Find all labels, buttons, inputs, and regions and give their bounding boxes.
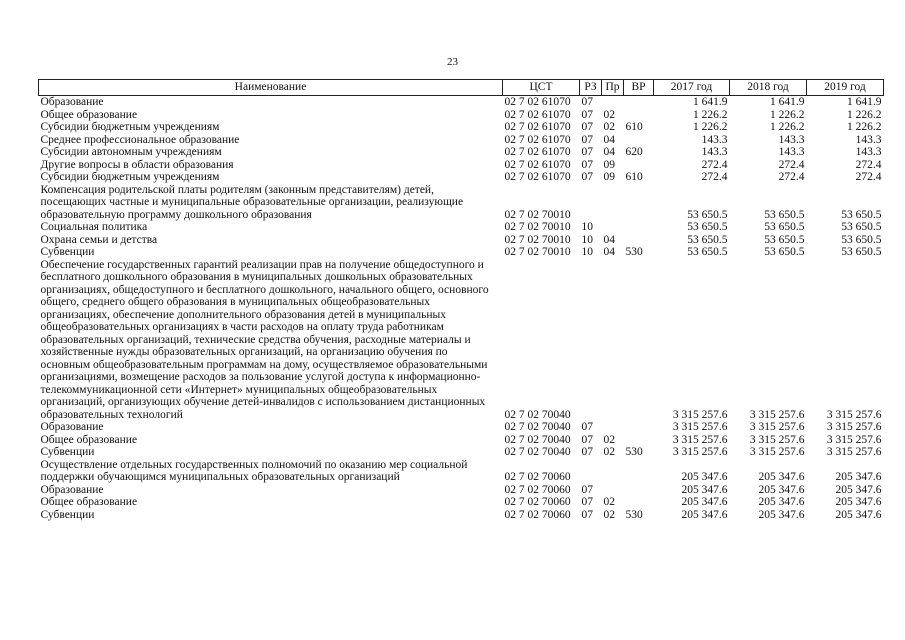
cell-vr [624, 259, 654, 422]
header-2017: 2017 год [654, 80, 730, 96]
cell-y2019: 143.3 [855, 133, 882, 146]
header-pr: Пр [602, 80, 624, 96]
cell-rz [580, 184, 602, 222]
cell-vr [624, 134, 654, 147]
table-row [39, 496, 884, 509]
cell-name: Другие вопросы в области образования [40, 158, 234, 171]
cell-cst: 02 7 02 61070 [504, 133, 571, 146]
cell-y2019: 205 347.6 [835, 508, 882, 521]
cell-rz: 07 [581, 146, 593, 158]
cell-y2018: 3 315 257.6 [749, 408, 805, 421]
cell-vr: 610 [625, 121, 643, 133]
table-row [39, 434, 884, 447]
cell-name: Образование [40, 483, 104, 496]
cell-name: Общее образование [40, 108, 138, 121]
cell-y2017: 3 315 257.6 [672, 433, 728, 446]
cell-y2018: 205 347.6 [758, 496, 805, 508]
header-name: Наименование [39, 80, 503, 96]
table-row [39, 171, 884, 184]
cell-name: Субсидии автономным учреждениям [40, 146, 222, 158]
cell-name: Субвенции [40, 446, 95, 458]
cell-vr: 620 [625, 146, 643, 158]
cell-y2018: 53 650.5 [764, 233, 805, 246]
cell-rz: 07 [581, 133, 593, 146]
cell-y2017: 3 315 257.6 [672, 446, 728, 458]
table-body [39, 96, 884, 522]
cell-name: Осуществление отдельных государственных полномочий по оказанию мер социальной поддержки обучающимся муниципальных образовательных организаций [40, 458, 468, 483]
cell-y2017: 53 650.5 [687, 233, 728, 246]
table-row [39, 109, 884, 122]
cell-pr: 02 [603, 496, 615, 508]
cell-pr: 04 [603, 233, 615, 246]
cell-name: Общее образование [40, 496, 138, 508]
cell-y2019: 3 315 257.6 [826, 446, 882, 458]
cell-cst: 02 7 02 70040 [504, 433, 571, 446]
cell-y2018: 53 650.5 [764, 246, 805, 258]
cell-y2019: 1 226.2 [847, 121, 882, 133]
cell-cst: 02 7 02 61070 [504, 171, 571, 183]
cell-pr: 04 [603, 146, 615, 158]
cell-vr [624, 184, 654, 222]
cell-rz: 10 [581, 246, 593, 258]
cell-vr: 530 [625, 446, 643, 458]
cell-cst: 02 7 02 61070 [504, 96, 571, 108]
cell-rz: 07 [581, 108, 593, 121]
cell-y2017: 143.3 [701, 133, 728, 146]
table-row [39, 509, 884, 522]
cell-cst: 02 7 02 70010 [504, 221, 571, 233]
cell-pr: 04 [603, 246, 615, 258]
cell-rz: 07 [581, 508, 593, 521]
cell-name: Субсидии бюджетным учреждениям [40, 121, 220, 133]
cell-name: Охрана семьи и детства [40, 233, 158, 246]
cell-y2017: 205 347.6 [681, 483, 728, 496]
cell-y2018: 53 650.5 [764, 221, 805, 233]
cell-cst: 02 7 02 70060 [504, 471, 571, 483]
cell-cst: 02 7 02 70060 [504, 496, 571, 508]
cell-vr [624, 234, 654, 247]
table-row [39, 221, 884, 234]
cell-rz: 10 [581, 221, 593, 233]
header-rz: РЗ [580, 80, 602, 96]
table-row [39, 184, 884, 222]
cell-y2019: 272.4 [855, 171, 882, 183]
cell-y2018: 1 641.9 [770, 96, 805, 108]
cell-y2019: 272.4 [855, 158, 882, 171]
cell-y2018: 1 226.2 [770, 108, 805, 121]
cell-y2018: 143.3 [778, 133, 805, 146]
header-2019: 2019 год [807, 80, 884, 96]
cell-pr: 02 [603, 121, 615, 133]
cell-cst: 02 7 02 61070 [504, 158, 571, 171]
cell-y2018: 53 650.5 [764, 208, 805, 221]
cell-y2018: 143.3 [778, 146, 805, 158]
cell-vr [624, 484, 654, 497]
table-row [39, 484, 884, 497]
cell-y2017: 3 315 257.6 [672, 421, 728, 433]
header-vr: ВР [624, 80, 654, 96]
cell-pr: 09 [603, 158, 615, 171]
cell-y2017: 205 347.6 [681, 496, 728, 508]
cell-pr [602, 421, 624, 434]
cell-rz: 07 [581, 158, 593, 171]
header-row [39, 80, 884, 96]
cell-y2017: 1 226.2 [693, 121, 728, 133]
cell-name: Субсидии бюджетным учреждениям [40, 171, 220, 183]
cell-cst: 02 7 02 70040 [504, 446, 571, 458]
cell-vr [624, 159, 654, 172]
cell-cst: 02 7 02 61070 [504, 121, 571, 133]
cell-vr: 530 [625, 246, 643, 258]
cell-y2017: 1 641.9 [693, 96, 728, 108]
cell-rz: 07 [581, 171, 593, 183]
cell-y2017: 3 315 257.6 [672, 408, 728, 421]
cell-name: Среднее профессиональное образование [40, 133, 240, 146]
cell-vr: 610 [625, 171, 643, 183]
cell-y2019: 3 315 257.6 [826, 433, 882, 446]
table-row [39, 459, 884, 484]
cell-rz: 07 [581, 446, 593, 458]
table-row [39, 159, 884, 172]
cell-name: Субвенции [40, 508, 95, 521]
cell-y2019: 3 315 257.6 [826, 408, 882, 421]
cell-name: Образование [40, 96, 104, 108]
cell-vr [624, 96, 654, 109]
table-row [39, 446, 884, 459]
table-row [39, 234, 884, 247]
cell-pr [602, 459, 624, 484]
table-row [39, 146, 884, 159]
table-row [39, 96, 884, 109]
cell-y2019: 53 650.5 [841, 246, 882, 258]
cell-y2018: 3 315 257.6 [749, 433, 805, 446]
cell-pr [602, 221, 624, 234]
cell-pr: 02 [603, 108, 615, 121]
cell-cst: 02 7 02 70010 [504, 246, 571, 258]
table-row [39, 259, 884, 422]
cell-y2019: 3 315 257.6 [826, 421, 882, 433]
cell-name: Общее образование [40, 433, 138, 446]
cell-name: Обеспечение государственных гарантий реализации прав на получение общедоступного и бесплатного дошкольного образования в муниципальных дошкольных образовательных организациях, общедоступного и бесплатного дошкольного, начального общего, основного общего, среднего общего образования в муниципальных общеобразовательных организациях, обеспечение дополнительного образования детей в муниципальных общеобразовательных организациях в части расходов на оплату труда работникам образовательных организаций, технические средства обучения, расходные материалы и хозяйственные нужды образовательных организаций, на организацию обучения по основным общеобразовательным программам на дому, осуществляемое образовательными организациями, возмещение расходов за пользование услугой доступа к информационно-телекоммуникационной сети «Интернет» муниципальных общеобразовательных организаций, организующих обучение детей-инвалидов с использованием дистанционных образовательных технологий [40, 258, 489, 421]
cell-pr: 02 [603, 508, 615, 521]
cell-cst: 02 7 02 70060 [504, 508, 571, 521]
cell-y2018: 3 315 257.6 [749, 446, 805, 458]
cell-y2018: 272.4 [778, 158, 805, 171]
cell-vr [624, 421, 654, 434]
cell-y2017: 272.4 [701, 171, 728, 183]
cell-y2018: 1 226.2 [770, 121, 805, 133]
cell-cst: 02 7 02 61070 [504, 108, 571, 121]
cell-name: Образование [40, 421, 104, 433]
header-2018: 2018 год [730, 80, 807, 96]
cell-y2018: 272.4 [778, 171, 805, 183]
cell-pr: 02 [603, 446, 615, 458]
cell-vr [624, 221, 654, 234]
page-number: 23 [447, 56, 458, 68]
cell-rz: 07 [581, 483, 593, 496]
cell-vr [624, 496, 654, 509]
cell-rz: 07 [581, 121, 593, 133]
cell-name: Компенсация родительской платы родителям (законным представителям) детей, посещающих частные и муниципальные образовательные организации, реализующие образовательную программу дошкольного образования [40, 183, 464, 221]
cell-y2017: 143.3 [701, 146, 728, 158]
cell-y2019: 53 650.5 [841, 233, 882, 246]
cell-y2019: 53 650.5 [841, 221, 882, 233]
cell-y2017: 205 347.6 [681, 471, 728, 483]
cell-y2017: 53 650.5 [687, 208, 728, 221]
cell-cst: 02 7 02 61070 [504, 146, 571, 158]
header-cst: ЦСТ [503, 80, 580, 96]
cell-rz: 07 [581, 421, 593, 433]
cell-name: Социальная политика [40, 221, 148, 233]
cell-cst: 02 7 02 70040 [504, 408, 571, 421]
cell-rz: 07 [581, 96, 593, 108]
cell-y2019: 205 347.6 [835, 471, 882, 483]
cell-y2019: 1 226.2 [847, 108, 882, 121]
budget-table [38, 79, 884, 521]
cell-rz: 07 [581, 496, 593, 508]
cell-pr [602, 184, 624, 222]
cell-cst: 02 7 02 70040 [504, 421, 571, 433]
cell-y2018: 205 347.6 [758, 508, 805, 521]
cell-y2017: 53 650.5 [687, 221, 728, 233]
cell-y2018: 3 315 257.6 [749, 421, 805, 433]
cell-vr: 530 [625, 508, 643, 521]
table-row [39, 246, 884, 259]
cell-cst: 02 7 02 70010 [504, 233, 571, 246]
cell-vr [624, 109, 654, 122]
table-row [39, 121, 884, 134]
cell-pr: 02 [603, 433, 615, 446]
cell-y2018: 205 347.6 [758, 483, 805, 496]
cell-rz [580, 259, 602, 422]
cell-pr [602, 96, 624, 109]
cell-y2019: 53 650.5 [841, 208, 882, 221]
cell-y2018: 205 347.6 [758, 471, 805, 483]
cell-pr [602, 259, 624, 422]
cell-y2017: 53 650.5 [687, 246, 728, 258]
cell-y2019: 205 347.6 [835, 496, 882, 508]
cell-cst: 02 7 02 70010 [504, 208, 571, 221]
table-row [39, 134, 884, 147]
cell-vr [624, 434, 654, 447]
table-row [39, 421, 884, 434]
cell-y2017: 272.4 [701, 158, 728, 171]
cell-vr [624, 459, 654, 484]
cell-y2017: 1 226.2 [693, 108, 728, 121]
cell-rz [580, 459, 602, 484]
cell-y2019: 205 347.6 [835, 483, 882, 496]
cell-pr [602, 484, 624, 497]
cell-y2019: 1 641.9 [847, 96, 882, 108]
cell-y2019: 143.3 [855, 146, 882, 158]
cell-cst: 02 7 02 70060 [504, 483, 571, 496]
cell-rz: 10 [581, 233, 593, 246]
cell-rz: 07 [581, 433, 593, 446]
cell-name: Субвенции [40, 246, 95, 258]
cell-pr: 09 [603, 171, 615, 183]
cell-pr: 04 [603, 133, 615, 146]
cell-y2017: 205 347.6 [681, 508, 728, 521]
